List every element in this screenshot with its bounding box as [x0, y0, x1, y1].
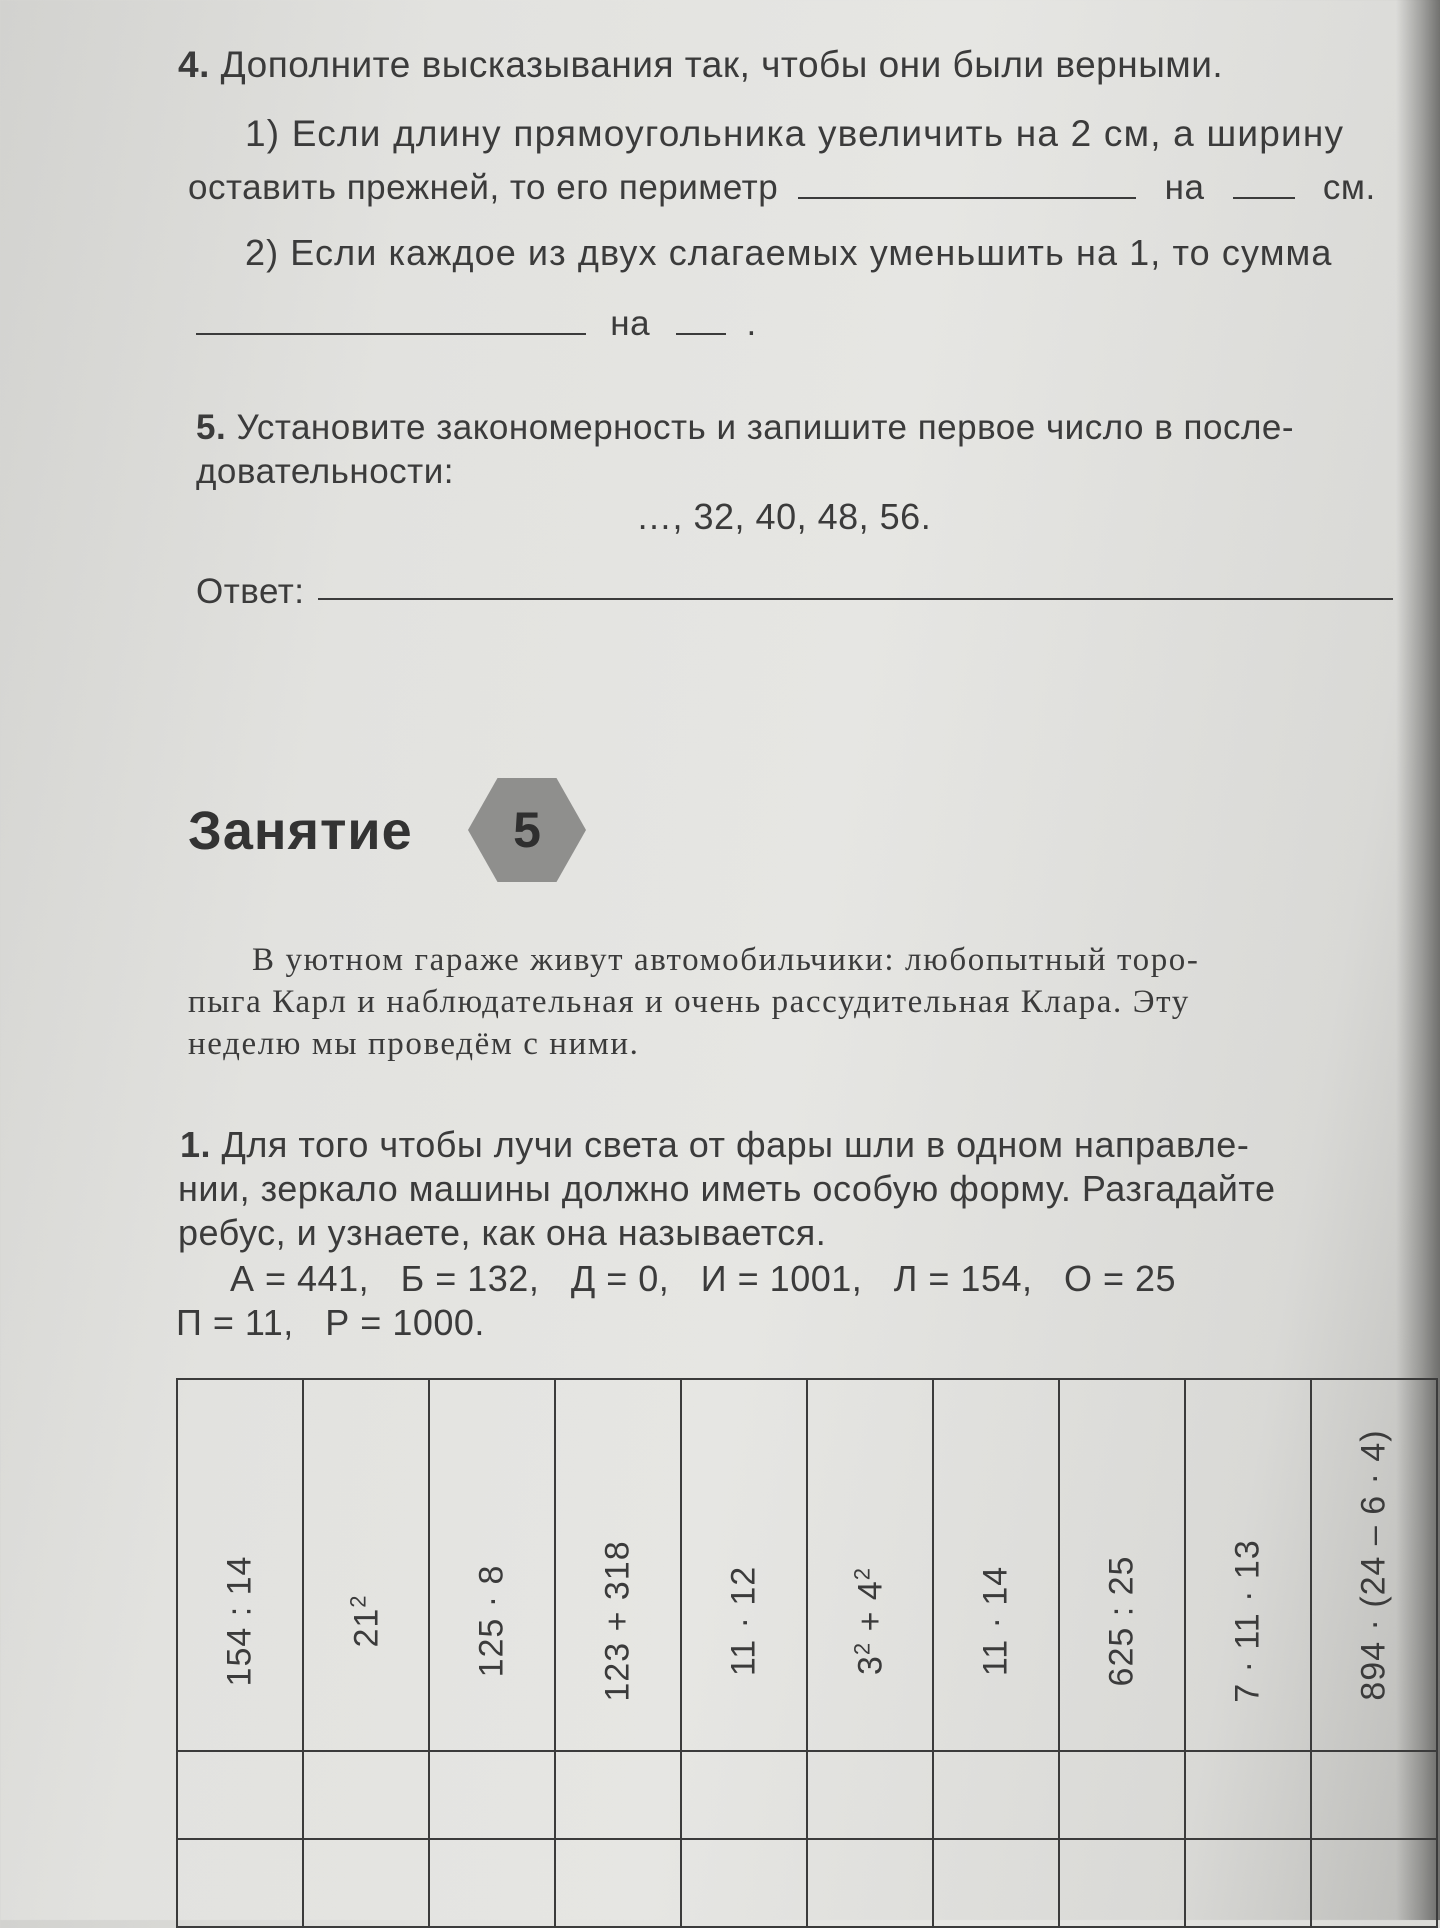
rebus-letter-cell-2[interactable] — [303, 1839, 429, 1927]
rebus-expression-7: 11 · 14 — [976, 1565, 1015, 1676]
task1-line3: ребус, и узнаете, как она называется. — [178, 1212, 827, 1253]
rebus-cell-3 — [429, 1379, 555, 1751]
rebus-expression-6-a: 3 — [851, 1654, 890, 1675]
rebus-expression-1: 154 : 14 — [220, 1555, 259, 1686]
rebus-expression-6-b: 4 — [851, 1579, 890, 1600]
rebus-letter-cell-10[interactable] — [1311, 1839, 1437, 1927]
rebus-letter-cell-9[interactable] — [1185, 1839, 1311, 1927]
task5-answer-line[interactable] — [318, 598, 1393, 600]
rebus-expression-2-base: 21 — [347, 1607, 386, 1648]
rebus-answer-row — [177, 1751, 1437, 1839]
rebus-answer-cell-1[interactable] — [177, 1751, 303, 1839]
rebus-table — [176, 1378, 1438, 1928]
task4-item1-blank-2[interactable] — [1233, 193, 1295, 199]
task5-line2: довательности: — [196, 452, 454, 491]
rebus-cell-2 — [303, 1379, 429, 1751]
lesson-title: Занятие — [188, 801, 413, 861]
rebus-letter-cell-6[interactable] — [807, 1839, 933, 1927]
task4-item2-line1: 2) Если каждое из двух слагаемых уменьшить на 1, то сумма — [245, 232, 1333, 273]
rebus-expression-3: 125 · 8 — [472, 1564, 511, 1677]
rebus-letter-cell-8[interactable] — [1059, 1839, 1185, 1927]
task5-line1 — [196, 408, 1294, 448]
intro-line1: В уютном гараже живут автомобильчики: любопытный торо- — [252, 942, 1200, 978]
rebus-cell-9 — [1185, 1379, 1311, 1751]
task4-item2-period: . — [746, 304, 757, 343]
task4-item2-na: на — [610, 304, 651, 343]
task4-item1-na: на — [1164, 168, 1205, 207]
rebus-answer-cell-9[interactable] — [1185, 1751, 1311, 1839]
rebus-expression-6-a-exp: 2 — [849, 1641, 875, 1655]
rebus-answer-cell-5[interactable] — [681, 1751, 807, 1839]
task4-item2-blank-2[interactable] — [676, 329, 726, 335]
rebus-expression-8: 625 : 25 — [1102, 1555, 1141, 1686]
rebus-expression-2 — [345, 1594, 386, 1647]
rebus-expression-row — [177, 1379, 1437, 1751]
rebus-expression-10: 894 · (24 – 6 · 4) — [1354, 1429, 1393, 1701]
task5-number: 5. — [196, 408, 227, 447]
task4-item1-line1: 1) Если длину прямоугольника увеличить на 2 см, а ширину — [245, 113, 1345, 154]
task5-text-line1: Установите закономерность и запишите первое число в после- — [236, 408, 1295, 447]
rebus-cell-6 — [807, 1379, 933, 1751]
rebus-cell-4 — [555, 1379, 681, 1751]
task1-number: 1. — [180, 1124, 212, 1165]
rebus-expression-5: 11 · 12 — [724, 1565, 763, 1676]
rebus-expression-6-op: + — [851, 1599, 890, 1642]
rebus-expression-9: 7 · 11 · 13 — [1228, 1538, 1267, 1703]
rebus-answer-cell-4[interactable] — [555, 1751, 681, 1839]
rebus-expression-6 — [849, 1566, 890, 1674]
rebus-letter-cell-1[interactable] — [177, 1839, 303, 1927]
task5-answer-label: Ответ: — [196, 572, 305, 611]
rebus-cell-5 — [681, 1379, 807, 1751]
task4-item2-blank-1[interactable] — [196, 329, 586, 335]
rebus-answer-cell-10[interactable] — [1311, 1751, 1437, 1839]
rebus-answer-cell-2[interactable] — [303, 1751, 429, 1839]
rebus-letter-cell-7[interactable] — [933, 1839, 1059, 1927]
rebus-expression-2-exp: 2 — [345, 1593, 371, 1608]
lesson-number: 5 — [513, 802, 541, 858]
rebus-answer-cell-6[interactable] — [807, 1751, 933, 1839]
task1-codes-line2: П = 11, Р = 1000. — [176, 1302, 485, 1343]
intro-line3: неделю мы проведём с ними. — [188, 1026, 640, 1062]
task4-item1-blank-1[interactable] — [798, 193, 1136, 199]
task1-line2: нии, зеркало машины должно иметь особую форму. Разгадайте — [178, 1168, 1276, 1209]
rebus-expression-4: 123 + 318 — [598, 1539, 637, 1702]
rebus-answer-cell-7[interactable] — [933, 1751, 1059, 1839]
task1-text-line1: Для того чтобы лучи света от фары шли в одном направле- — [221, 1124, 1250, 1165]
task4-item1-text: оставить прежней, то его периметр — [188, 168, 779, 207]
rebus-letter-cell-4[interactable] — [555, 1839, 681, 1927]
rebus-cell-10 — [1311, 1379, 1437, 1751]
task4-item1-unit: см. — [1322, 168, 1376, 207]
intro-line2: пыга Карл и наблюдательная и очень рассудительная Клара. Эту — [188, 984, 1190, 1020]
task4-number: 4. — [178, 44, 210, 85]
rebus-cell-8 — [1059, 1379, 1185, 1751]
task4-heading: Дополните высказывания так, чтобы они были верными. — [220, 44, 1224, 85]
task1-codes-line1: А = 441, Б = 132, Д = 0, И = 1001, Л = 154, О = 25 — [230, 1258, 1177, 1299]
rebus-cell-1 — [177, 1379, 303, 1751]
task4-item1-line2 — [188, 168, 1376, 208]
task5-sequence: …, 32, 40, 48, 56. — [636, 496, 932, 537]
rebus-expression-6-b-exp: 2 — [849, 1566, 875, 1580]
rebus-letter-cell-3[interactable] — [429, 1839, 555, 1927]
task4-item2-line2 — [196, 304, 757, 344]
rebus-answer-cell-8[interactable] — [1059, 1751, 1185, 1839]
task4-heading-line — [178, 44, 1223, 86]
rebus-cell-7 — [933, 1379, 1059, 1751]
rebus-letter-cell-5[interactable] — [681, 1839, 807, 1927]
rebus-answer-cell-3[interactable] — [429, 1751, 555, 1839]
rebus-letter-row — [177, 1839, 1437, 1927]
task1-line1 — [180, 1124, 1249, 1166]
